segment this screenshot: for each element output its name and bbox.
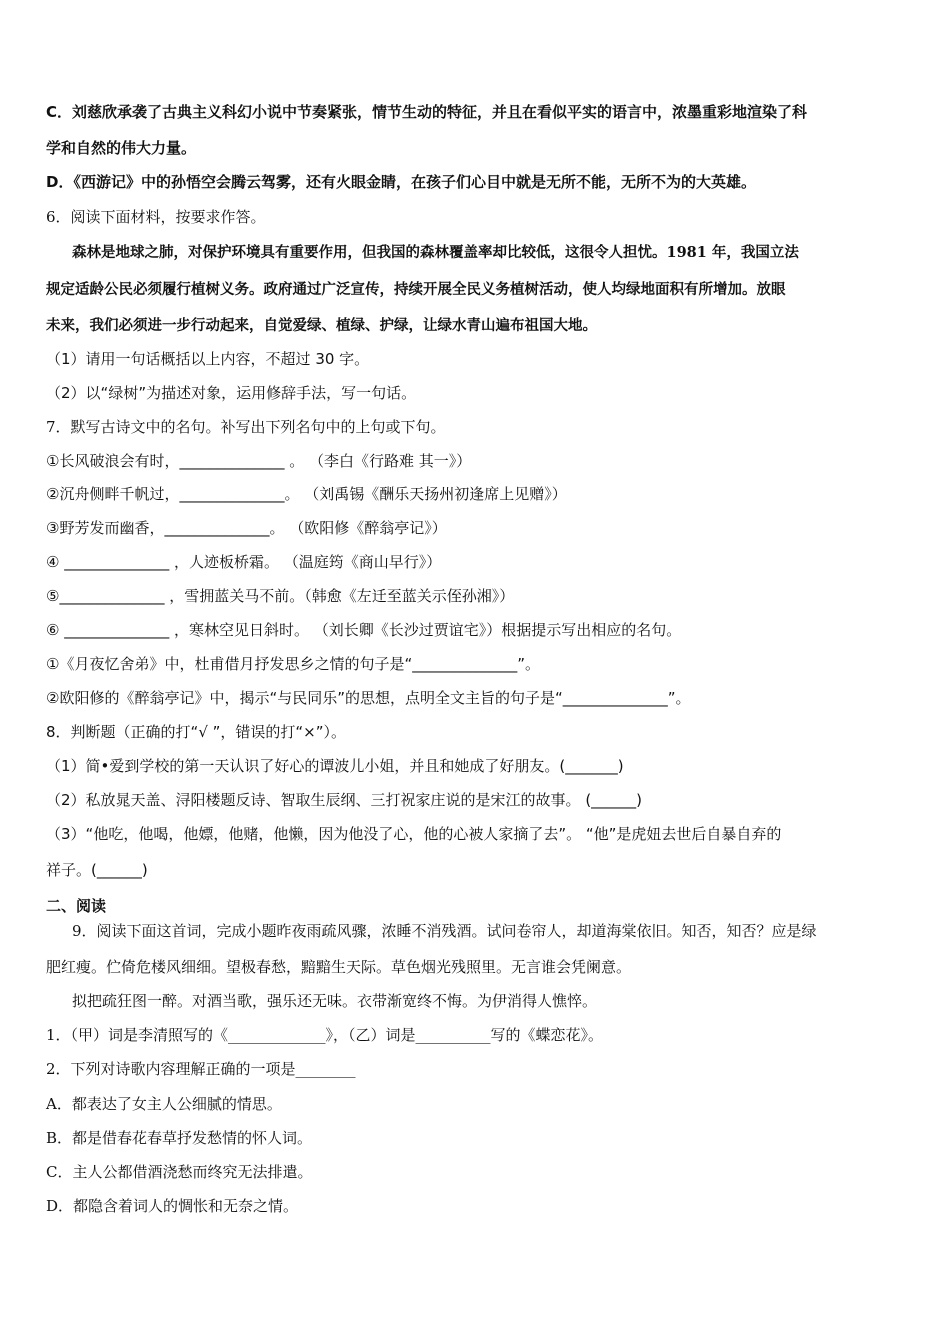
question-7-item-6: ⑥ ______________ ，寒林空见日斜时。 （刘长卿《长沙过贾谊宅》）根据提示写出相应的名句。 bbox=[46, 621, 682, 639]
question-8-item-2: （2）私放晁天盖、浔阳楼题反诗、智取生辰纲、三打祝家庄说的是宋江的故事。 (______) bbox=[46, 791, 643, 809]
question-6-passage-line-3: 未来，我们必须进一步行动起来，自觉爱绿、植绿、护绿，让绿水青山遍布祖国大地。 bbox=[46, 317, 597, 334]
question-8-item-1: （1）简•爱到学校的第一天认识了好心的谭波儿小姐，并且和她成了好朋友。(_______) bbox=[46, 757, 624, 775]
question-7-prompt-1: ①《月夜忆舍弟》中，杜甫借月抒发思乡之情的句子是“______________”。 bbox=[46, 655, 540, 673]
question-9-sub-2: 2．下列对诗歌内容理解正确的一项是________ bbox=[46, 1060, 356, 1078]
question-9-poem-line-2: 肥红瘦。伫倚危楼风细细。望极春愁，黯黯生天际。草色烟光残照里。无言谁会凭阑意。 bbox=[46, 958, 632, 976]
question-7-item-2: ②沉舟侧畔千帆过，______________。 （刘禹锡《酬乐天扬州初逢席上见赠》） bbox=[46, 485, 567, 503]
question-7-heading: 7．默写古诗文中的名句。补写出下列名句中的上句或下句。 bbox=[46, 418, 446, 436]
option-b: B．都是借春花春草抒发愁情的怀人词。 bbox=[46, 1129, 313, 1147]
option-a: A．都表达了女主人公细腻的情思。 bbox=[46, 1095, 282, 1113]
question-7-item-1: ①长风破浪会有时，______________ 。 （李白《行路难 其一》） bbox=[46, 452, 472, 470]
question-6-sub-1: （1）请用一句话概括以上内容，不超过 30 字。 bbox=[46, 350, 370, 368]
question-6-heading: 6．阅读下面材料，按要求作答。 bbox=[46, 208, 266, 226]
question-8-item-3: （3）“他吃，他喝，他嫖，他赌，他懒，因为他没了心，他的心被人家摘了去”。 “他”是虎妞去世后自暴自弃的 bbox=[46, 825, 782, 843]
question-6-sub-2: （2）以“绿树”为描述对象，运用修辞手法，写一句话。 bbox=[46, 384, 417, 402]
option-d-text: D．《西游记》中的孙悟空会腾云驾雾，还有火眼金睛，在孩子们心目中就是无所不能，无所不为的大英雄。 bbox=[46, 173, 756, 191]
section-heading-reading: 二、阅读 bbox=[46, 897, 107, 915]
option-c-text: C．刘慈欣承袭了古典主义科幻小说中节奏紧张，情节生动的特征，并且在看似平实的语言中，浓墨重彩地渲染了科 bbox=[46, 103, 808, 121]
option-c-continued: 学和自然的伟大力量。 bbox=[46, 139, 197, 157]
question-8-heading: 8．判断题（正确的打“√ ”，错误的打“×”）。 bbox=[46, 723, 347, 741]
question-7-prompt-2: ②欧阳修的《醉翁亭记》中，揭示“与民同乐”的思想，点明全文主旨的句子是“______________”。 bbox=[46, 689, 691, 707]
question-7-item-3: ③野芳发而幽香，______________。 （欧阳修《醉翁亭记》） bbox=[46, 519, 447, 537]
question-8-item-3-continued: 祥子。(______) bbox=[46, 861, 148, 879]
option-d: D．都隐含着词人的惆怅和无奈之情。 bbox=[46, 1197, 299, 1215]
question-9-sub-1: 1．（甲）词是李清照写的《_____________》，（乙）词是__________写的《蝶恋花》。 bbox=[46, 1026, 604, 1044]
question-6-passage-line-1: 森林是地球之肺，对保护环境具有重要作用，但我国的森林覆盖率却比较低，这很令人担忧。1981 年，我国立法 bbox=[72, 244, 799, 261]
option-c: C．主人公都借酒浇愁而终究无法排遣。 bbox=[46, 1163, 313, 1181]
question-9-poem-line-3: 拟把疏狂图一醉。对酒当歌，强乐还无味。衣带渐宽终不悔。为伊消得人憔悴。 bbox=[72, 992, 598, 1010]
question-9-intro: 9．阅读下面这首词，完成小题昨夜雨疏风骤，浓睡不消残酒。试问卷帘人，却道海棠依旧。知否，知否？应是绿 bbox=[72, 922, 817, 940]
question-7-item-5: ⑤______________ ，雪拥蓝关马不前。（韩愈《左迁至蓝关示侄孙湘》） bbox=[46, 587, 515, 605]
question-7-item-4: ④ ______________ ，人迹板桥霜。 （温庭筠《商山早行》） bbox=[46, 553, 442, 571]
question-6-passage-line-2: 规定适龄公民必须履行植树义务。政府通过广泛宣传，持续开展全民义务植树活动，使人均绿地面积有所增加。放眼 bbox=[46, 281, 786, 298]
